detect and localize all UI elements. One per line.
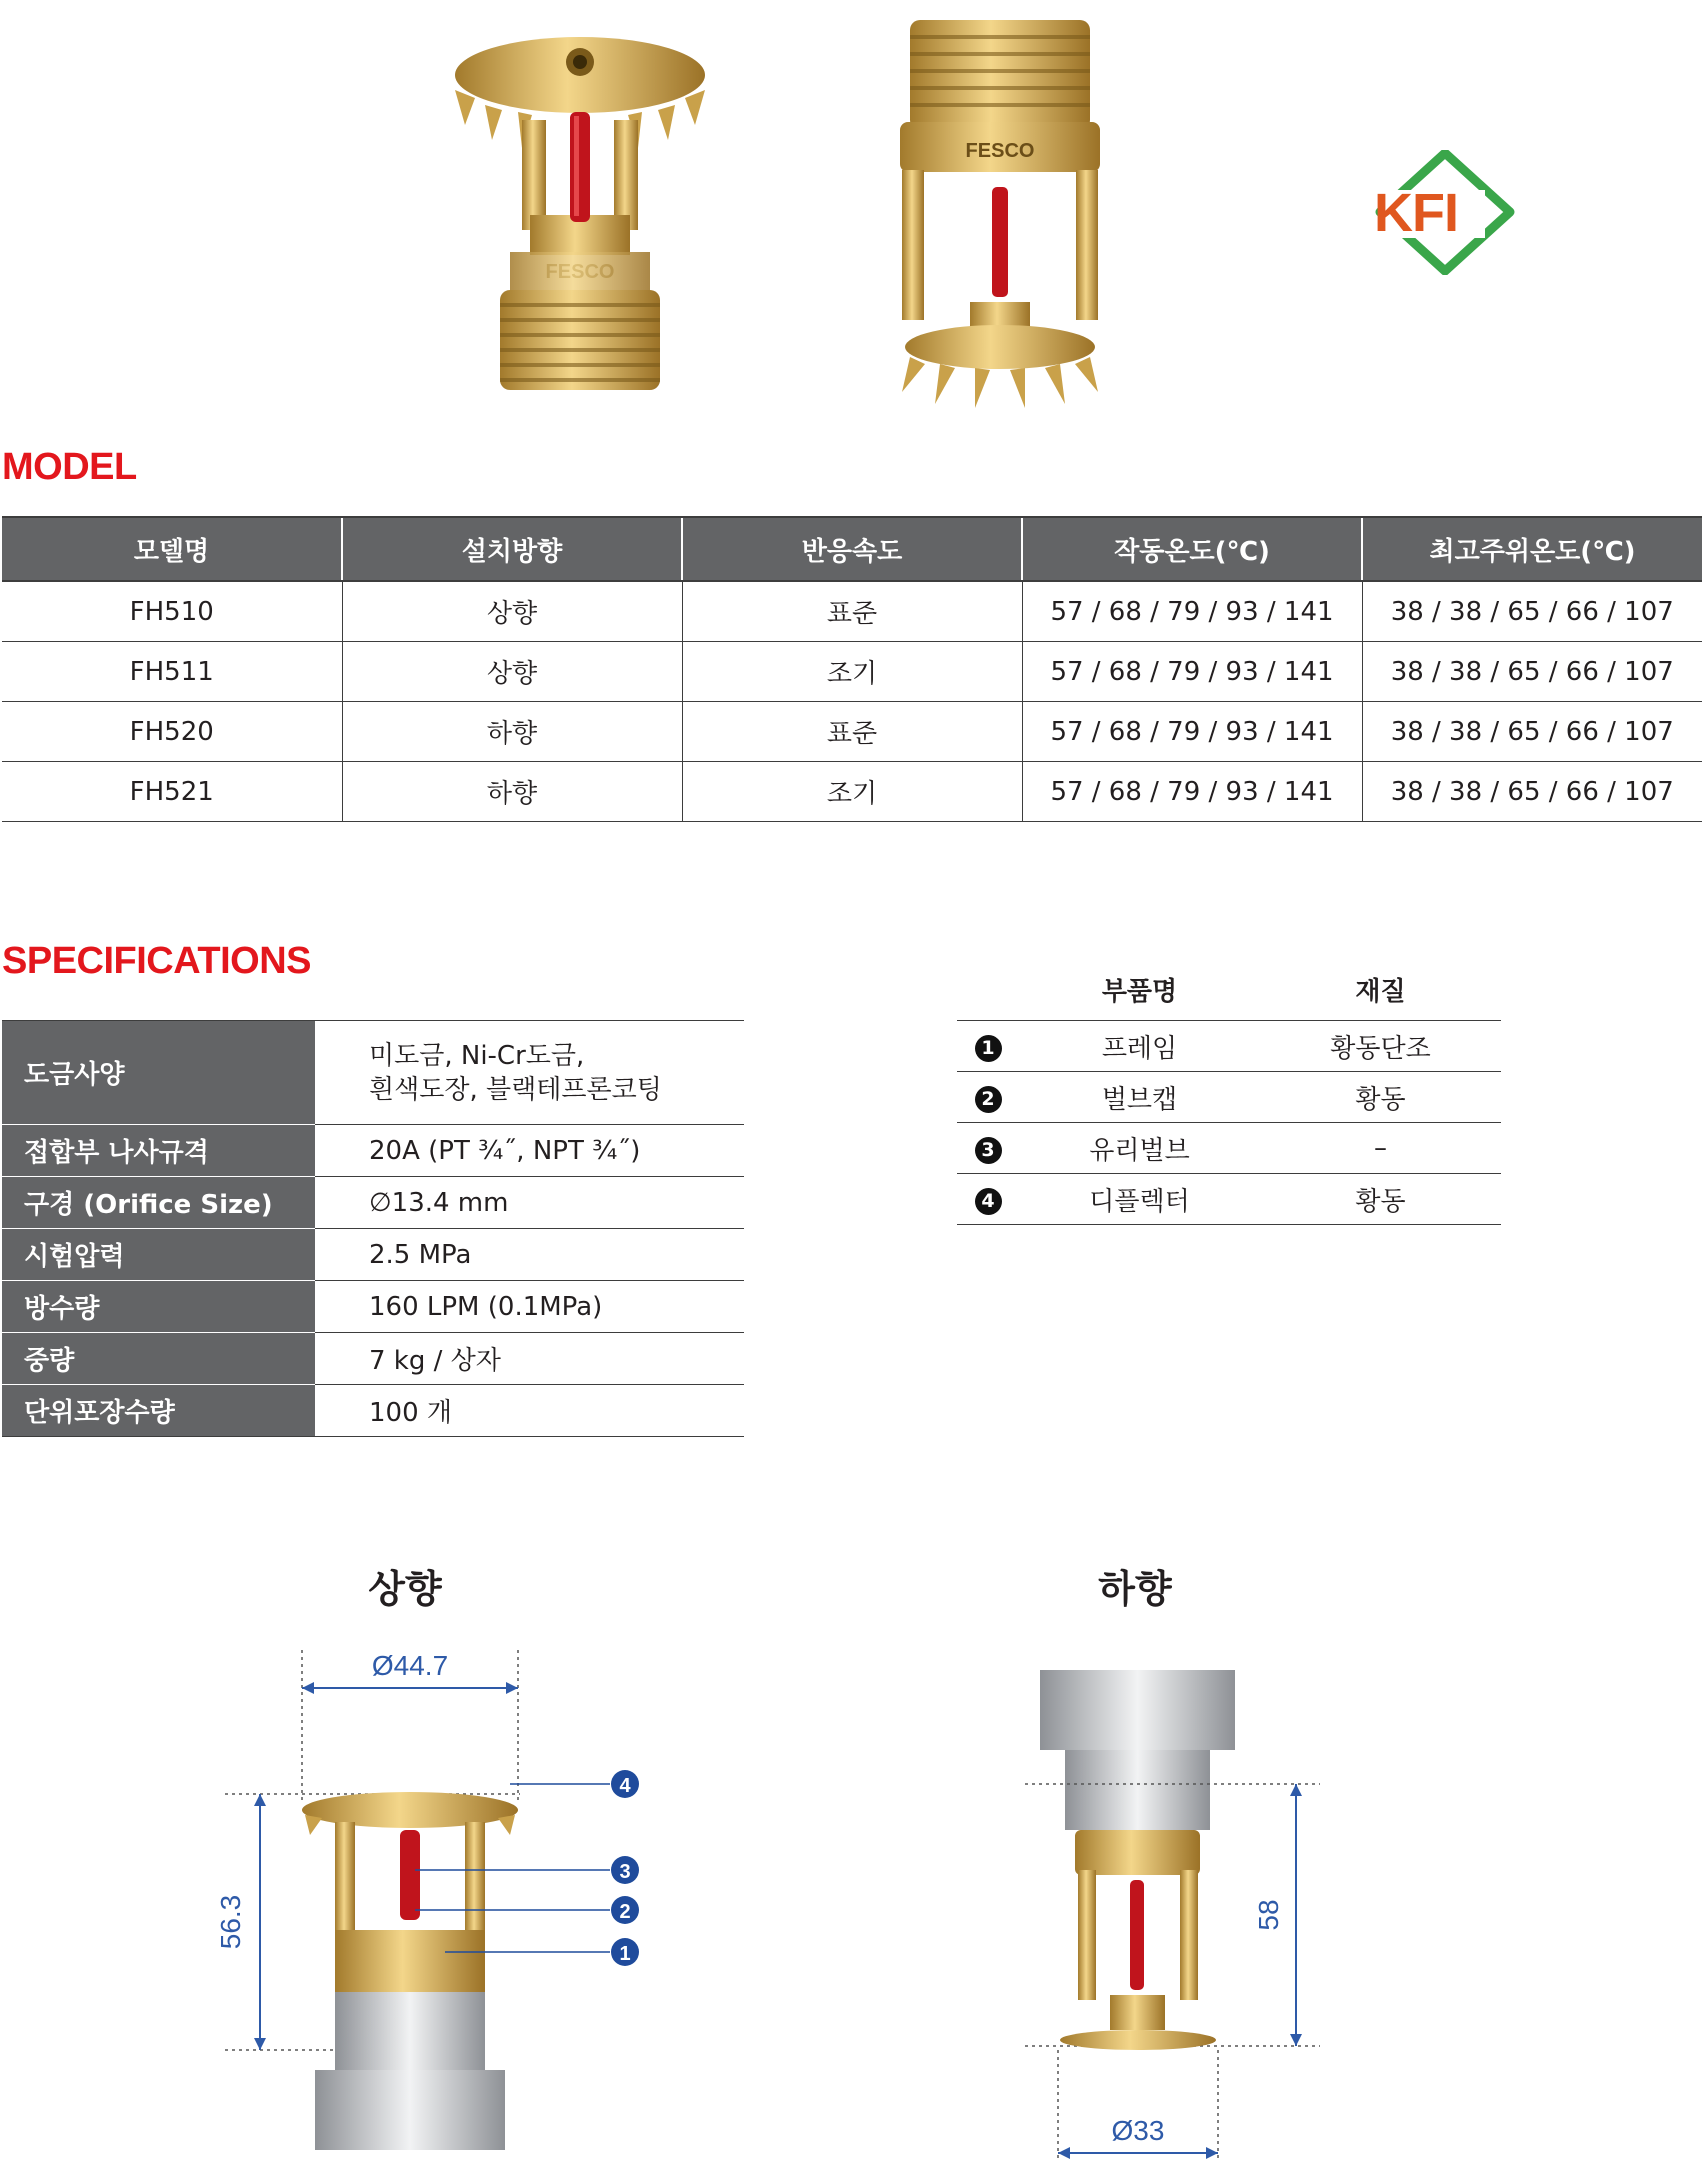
model-col-header: 최고주위온도(℃) (1362, 517, 1702, 581)
number-badge: 4 (975, 1188, 1002, 1215)
model-cell: 조기 (682, 762, 1022, 822)
table-row (2, 1125, 744, 1177)
spec-table (2, 1020, 744, 1437)
table-row (2, 1229, 744, 1281)
table-row (2, 642, 1702, 702)
spec-value (315, 1021, 744, 1125)
model-cell: 표준 (682, 581, 1022, 642)
svg-text:FESCO: FESCO (965, 140, 1035, 162)
spec-value-line: 흰색도장, 블랙테프론코팅 (369, 1074, 662, 1105)
pendent-height-label: 58 (1253, 1899, 1284, 1931)
model-cell: 38 / 38 / 65 / 66 / 107 (1362, 642, 1702, 702)
model-col-header: 모델명 (2, 517, 342, 581)
spec-value: 2.5 MPa (315, 1229, 744, 1281)
upright-height-label: 56.3 (215, 1894, 246, 1950)
model-cell: 57 / 68 / 79 / 93 / 141 (1022, 581, 1362, 642)
model-cell: 38 / 38 / 65 / 66 / 107 (1362, 702, 1702, 762)
model-heading: MODEL (2, 446, 137, 488)
callout-number: 3 (619, 1861, 631, 1883)
part-number (957, 1072, 1019, 1123)
part-material: – (1260, 1123, 1501, 1174)
model-cell: 38 / 38 / 65 / 66 / 107 (1362, 762, 1702, 822)
spec-value: 100 개 (315, 1385, 744, 1437)
spec-key: 중량 (2, 1333, 315, 1385)
parts-col-header: 재질 (1260, 958, 1501, 1021)
model-cell: FH511 (2, 642, 342, 702)
spec-value-line: 미도금, Ni-Cr도금, (369, 1040, 585, 1071)
part-name: 프레임 (1019, 1021, 1260, 1072)
number-badge: 3 (975, 1137, 1002, 1164)
table-row (2, 1385, 744, 1437)
model-col-header: 설치방향 (342, 517, 682, 581)
parts-num-header (957, 958, 1019, 1021)
upright-diagram-title: 상향 (368, 1567, 442, 1611)
part-material: 황동 (1260, 1072, 1501, 1123)
model-cell: FH521 (2, 762, 342, 822)
model-cell: 상향 (342, 642, 682, 702)
part-name: 유리벌브 (1019, 1123, 1260, 1174)
part-number (957, 1174, 1019, 1225)
number-badge: 2 (975, 1086, 1002, 1113)
callout-number: 2 (619, 1901, 631, 1923)
part-material: 황동단조 (1260, 1021, 1501, 1072)
upright-diameter-label: Ø44.7 (371, 1650, 449, 1681)
spec-value: 7 kg / 상자 (315, 1333, 744, 1385)
parts-header-row (957, 958, 1501, 1021)
parts-table (957, 958, 1501, 1225)
model-cell: FH510 (2, 581, 342, 642)
model-col-header: 작동온도(℃) (1022, 517, 1362, 581)
spec-key: 접합부 나사규격 (2, 1125, 315, 1177)
table-row (2, 1281, 744, 1333)
spec-key: 단위포장수량 (2, 1385, 315, 1437)
model-table-header-row (2, 517, 1702, 581)
table-row (957, 1021, 1501, 1072)
kfi-logo (1370, 150, 1520, 275)
model-cell: 조기 (682, 642, 1022, 702)
pendent-sprinkler-photo (880, 12, 1120, 412)
table-row (2, 762, 1702, 822)
table-row (2, 702, 1702, 762)
table-row (957, 1072, 1501, 1123)
upright-dimension-drawing (210, 1630, 680, 2150)
model-cell: 하향 (342, 702, 682, 762)
pendent-diagram-title: 하향 (1098, 1567, 1172, 1611)
table-row (2, 581, 1702, 642)
part-name: 벌브캡 (1019, 1072, 1260, 1123)
callout-number: 1 (619, 1943, 631, 1965)
model-col-header: 반응속도 (682, 517, 1022, 581)
model-cell: 하향 (342, 762, 682, 822)
model-cell: 57 / 68 / 79 / 93 / 141 (1022, 642, 1362, 702)
table-row (2, 1333, 744, 1385)
pendent-diameter-label: Ø33 (1111, 2115, 1165, 2146)
part-material: 황동 (1260, 1174, 1501, 1225)
model-cell: FH520 (2, 702, 342, 762)
part-number (957, 1123, 1019, 1174)
kfi-logo-text: KFI (1374, 183, 1458, 243)
model-cell: 57 / 68 / 79 / 93 / 141 (1022, 762, 1362, 822)
specifications-heading: SPECIFICATIONS (2, 940, 311, 982)
model-table (2, 516, 1702, 822)
spec-key: 구경 (Orifice Size) (2, 1177, 315, 1229)
spec-value: ∅13.4 mm (315, 1177, 744, 1229)
table-row (2, 1021, 744, 1125)
model-cell: 38 / 38 / 65 / 66 / 107 (1362, 581, 1702, 642)
number-badge: 1 (975, 1035, 1002, 1062)
pendent-dimension-drawing (1010, 1660, 1340, 2170)
table-row (957, 1123, 1501, 1174)
parts-col-header: 부품명 (1019, 958, 1260, 1021)
part-number (957, 1021, 1019, 1072)
spec-value: 160 LPM (0.1MPa) (315, 1281, 744, 1333)
part-name: 디플렉터 (1019, 1174, 1260, 1225)
upright-sprinkler-photo (430, 20, 730, 400)
table-row (957, 1174, 1501, 1225)
table-row (2, 1177, 744, 1229)
spec-key: 방수량 (2, 1281, 315, 1333)
spec-value: 20A (PT ¾˝, NPT ¾˝) (315, 1125, 744, 1177)
model-cell: 상향 (342, 581, 682, 642)
spec-key: 시험압력 (2, 1229, 315, 1281)
spec-key: 도금사양 (2, 1021, 315, 1125)
callout-number: 4 (619, 1775, 631, 1797)
model-cell: 표준 (682, 702, 1022, 762)
model-cell: 57 / 68 / 79 / 93 / 141 (1022, 702, 1362, 762)
